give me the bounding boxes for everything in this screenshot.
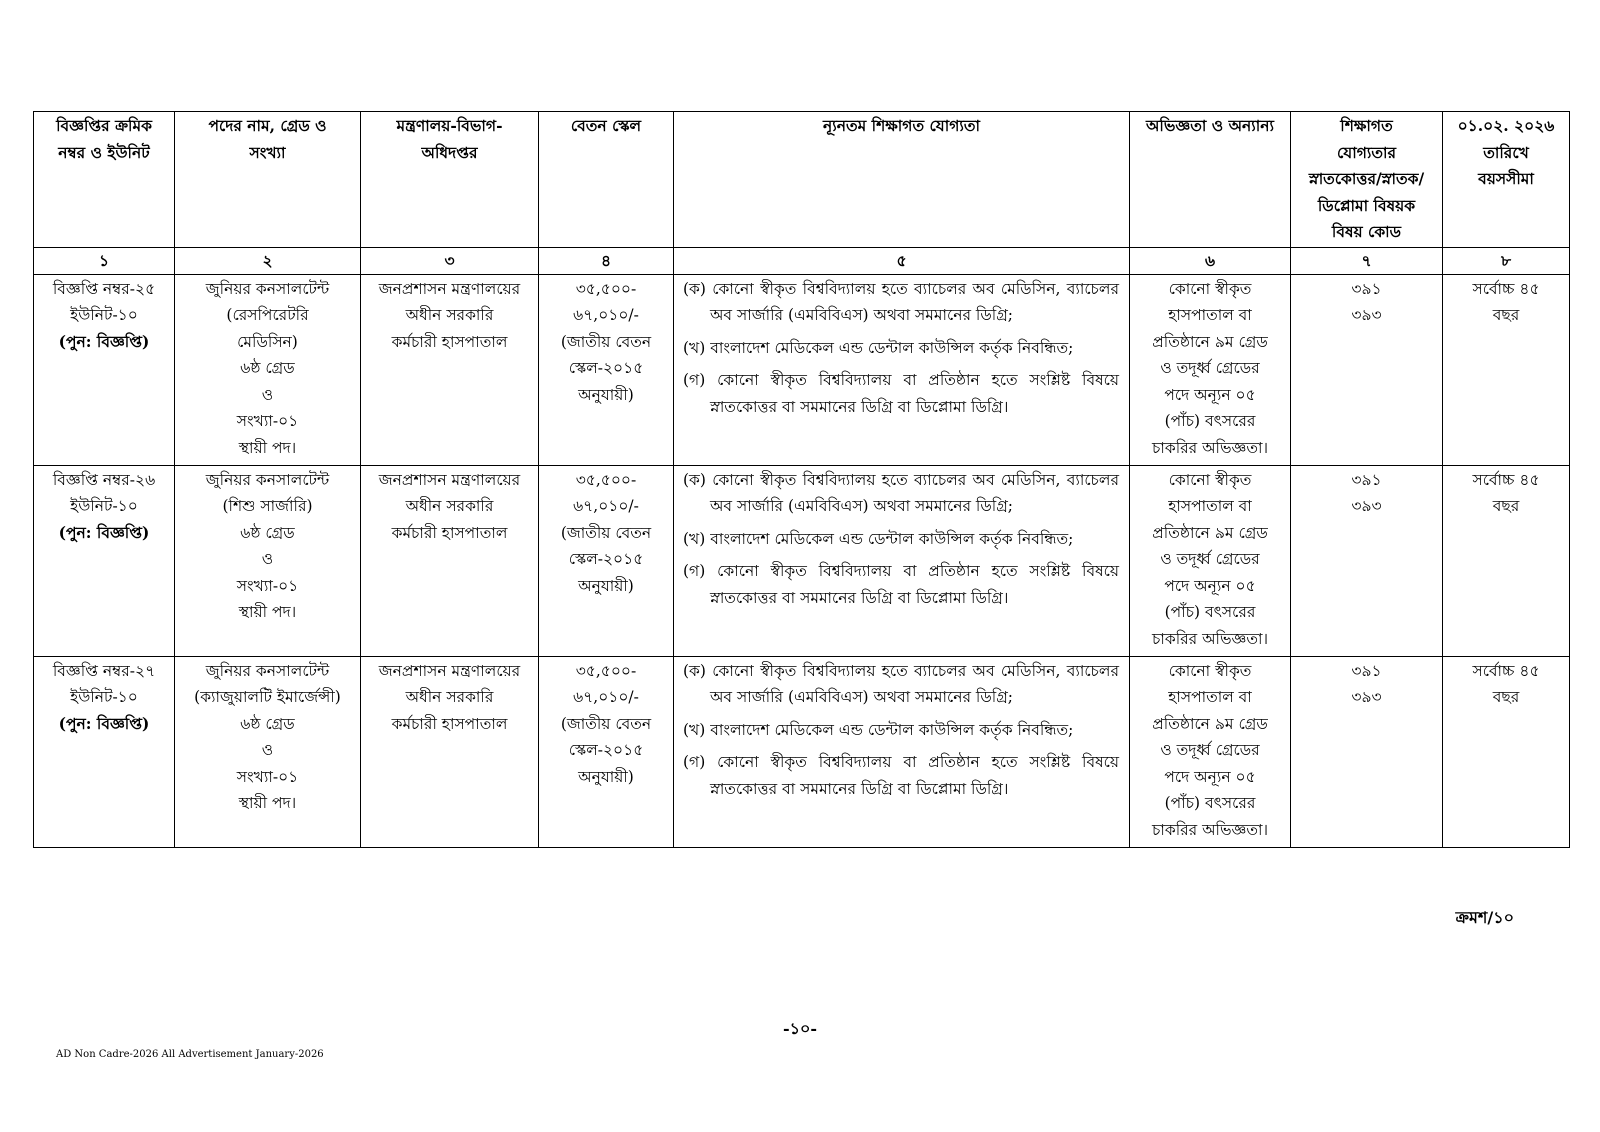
- cell-education: (ক) কোনো স্বীকৃত বিশ্ববিদ্যালয় হতে ব্যাচেলর অব মেডিসিন, ব্যাচেলর অব সার্জারি (এমবিবিএস) অথবা সমমানের ডিগ্রি; (খ) বাংলাদেশ মেডিকেল এন্ড ডেন্টাল কাউন্সিল কর্তৃক নিবন্ধিত; (গ) কোনো স্বীকৃত বিশ্ববিদ্যালয় বা প্রতিষ্ঠান হতে সংশ্লিষ্ট বিষয়ে স্নাতকোত্তর বা সমমানের ডিগ্রি বা ডিপ্লোমা ডিগ্রি।: [674, 656, 1130, 847]
- column-number: ৬: [1130, 247, 1291, 274]
- cell-education: (ক) কোনো স্বীকৃত বিশ্ববিদ্যালয় হতে ব্যাচেলর অব মেডিসিন, ব্যাচেলর অব সার্জারি (এমবিবিএস) অথবা সমমানের ডিগ্রি; (খ) বাংলাদেশ মেডিকেল এন্ড ডেন্টাল কাউন্সিল কর্তৃক নিবন্ধিত; (গ) কোনো স্বীকৃত বিশ্ববিদ্যালয় বা প্রতিষ্ঠান হতে সংশ্লিষ্ট বিষয়ে স্নাতকোত্তর বা সমমানের ডিগ্রি বা ডিপ্লোমা ডিগ্রি।: [674, 274, 1130, 465]
- cell-experience: কোনো স্বীকৃত হাসপাতাল বা প্রতিষ্ঠানে ৯ম গ্রেড ও তদূর্ধ্ব গ্রেডের পদে অন্যূন ০৫ (পাঁচ) বৎসরের চাকরির অভিজ্ঞতা।: [1130, 656, 1291, 847]
- footer-note: AD Non Cadre-2026 All Advertisement January-2026: [56, 1049, 324, 1060]
- header-ad-number: বিজ্ঞপ্তির ক্রমিক নম্বর ও ইউনিট: [34, 112, 175, 248]
- cell-age-limit: সর্বোচ্চ ৪৫ বছর: [1443, 465, 1570, 656]
- cell-ministry: জনপ্রশাসন মন্ত্রণালয়ের অধীন সরকারি কর্মচারী হাসপাতাল: [361, 274, 539, 465]
- cell-ad-number: বিজ্ঞপ্তি নম্বর-২৬ ইউনিট-১০ (পুন: বিজ্ঞপ্তি): [34, 465, 175, 656]
- column-number: ৭: [1291, 247, 1443, 274]
- cell-ministry: জনপ্রশাসন মন্ত্রণালয়ের অধীন সরকারি কর্মচারী হাসপাতাল: [361, 656, 539, 847]
- table-row: [34, 656, 1570, 847]
- cell-post-name: জুনিয়র কনসালটেন্ট (ক্যাজুয়ালটি ইমার্জেন্সী) ৬ষ্ঠ গ্রেড ও সংখ্যা-০১ স্থায়ী পদ।: [175, 656, 361, 847]
- column-number: ৮: [1443, 247, 1570, 274]
- column-number: ৪: [539, 247, 674, 274]
- cell-pay-scale: ৩৫,৫০০- ৬৭,০১০/- (জাতীয় বেতন স্কেল-২০১৫ অনুযায়ী): [539, 274, 674, 465]
- header-age-limit: ০১.০২. ২০২৬ তারিখে বয়সসীমা: [1443, 112, 1570, 248]
- header-post-name: পদের নাম, গ্রেড ও সংখ্যা: [175, 112, 361, 248]
- header-ministry: মন্ত্রণালয়-বিভাগ- অধিদপ্তর: [361, 112, 539, 248]
- column-number: ৩: [361, 247, 539, 274]
- column-number: ২: [175, 247, 361, 274]
- job-table: [33, 111, 1570, 848]
- cell-ad-number: বিজ্ঞপ্তি নম্বর-২৭ ইউনিট-১০ (পুন: বিজ্ঞপ্তি): [34, 656, 175, 847]
- cell-subject-code: ৩৯১ ৩৯৩: [1291, 465, 1443, 656]
- cell-experience: কোনো স্বীকৃত হাসপাতাল বা প্রতিষ্ঠানে ৯ম গ্রেড ও তদূর্ধ্ব গ্রেডের পদে অন্যূন ০৫ (পাঁচ) বৎসরের চাকরির অভিজ্ঞতা।: [1130, 465, 1291, 656]
- table-header-row: [34, 112, 1570, 248]
- cell-pay-scale: ৩৫,৫০০- ৬৭,০১০/- (জাতীয় বেতন স্কেল-২০১৫ অনুযায়ী): [539, 465, 674, 656]
- page-number: -১০-: [782, 1019, 818, 1038]
- header-pay-scale: বেতন স্কেল: [539, 112, 674, 248]
- header-experience: অভিজ্ঞতা ও অন্যান্য: [1130, 112, 1291, 248]
- continued-label: ক্রমশ/১০: [1455, 908, 1514, 927]
- column-number-row: [34, 247, 1570, 274]
- table-row: [34, 274, 1570, 465]
- header-subject-code: শিক্ষাগত যোগ্যতার স্নাতকোত্তর/স্নাতক/ ডিপ্লোমা বিষয়ক বিষয় কোড: [1291, 112, 1443, 248]
- cell-ministry: জনপ্রশাসন মন্ত্রণালয়ের অধীন সরকারি কর্মচারী হাসপাতাল: [361, 465, 539, 656]
- cell-pay-scale: ৩৫,৫০০- ৬৭,০১০/- (জাতীয় বেতন স্কেল-২০১৫ অনুযায়ী): [539, 656, 674, 847]
- cell-ad-number: বিজ্ঞপ্তি নম্বর-২৫ ইউনিট-১০ (পুন: বিজ্ঞপ্তি): [34, 274, 175, 465]
- cell-subject-code: ৩৯১ ৩৯৩: [1291, 274, 1443, 465]
- cell-post-name: জুনিয়র কনসালটেন্ট (শিশু সার্জারি) ৬ষ্ঠ গ্রেড ও সংখ্যা-০১ স্থায়ী পদ।: [175, 465, 361, 656]
- cell-subject-code: ৩৯১ ৩৯৩: [1291, 656, 1443, 847]
- cell-experience: কোনো স্বীকৃত হাসপাতাল বা প্রতিষ্ঠানে ৯ম গ্রেড ও তদূর্ধ্ব গ্রেডের পদে অন্যূন ০৫ (পাঁচ) বৎসরের চাকরির অভিজ্ঞতা।: [1130, 274, 1291, 465]
- column-number: ১: [34, 247, 175, 274]
- cell-post-name: জুনিয়র কনসালটেন্ট (রেসপিরেটরি মেডিসিন) ৬ষ্ঠ গ্রেড ও সংখ্যা-০১ স্থায়ী পদ।: [175, 274, 361, 465]
- cell-education: (ক) কোনো স্বীকৃত বিশ্ববিদ্যালয় হতে ব্যাচেলর অব মেডিসিন, ব্যাচেলর অব সার্জারি (এমবিবিএস) অথবা সমমানের ডিগ্রি; (খ) বাংলাদেশ মেডিকেল এন্ড ডেন্টাল কাউন্সিল কর্তৃক নিবন্ধিত; (গ) কোনো স্বীকৃত বিশ্ববিদ্যালয় বা প্রতিষ্ঠান হতে সংশ্লিষ্ট বিষয়ে স্নাতকোত্তর বা সমমানের ডিগ্রি বা ডিপ্লোমা ডিগ্রি।: [674, 465, 1130, 656]
- header-education: ন্যূনতম শিক্ষাগত যোগ্যতা: [674, 112, 1130, 248]
- cell-age-limit: সর্বোচ্চ ৪৫ বছর: [1443, 274, 1570, 465]
- column-number: ৫: [674, 247, 1130, 274]
- table-row: [34, 465, 1570, 656]
- cell-age-limit: সর্বোচ্চ ৪৫ বছর: [1443, 656, 1570, 847]
